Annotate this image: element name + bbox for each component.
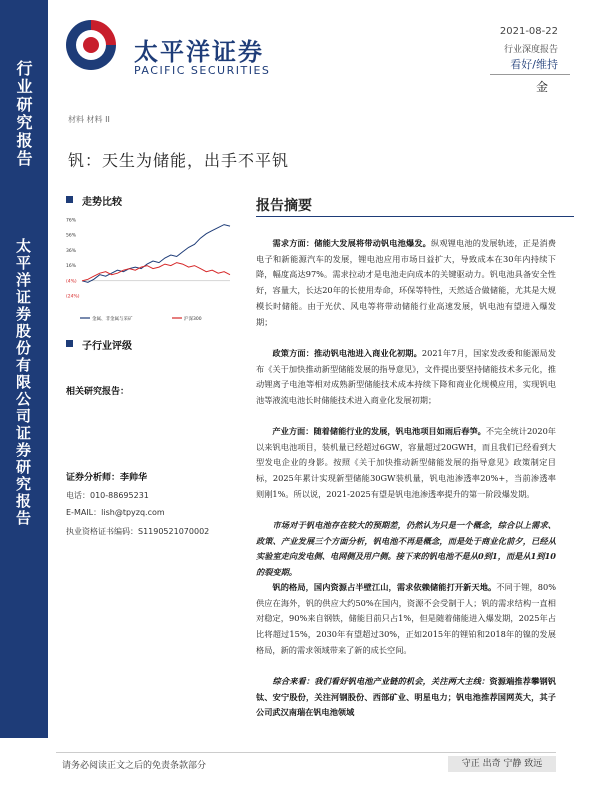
summary-paragraph-demand xyxy=(256,236,556,330)
analyst-phone: 电话：010-88695231 xyxy=(66,491,149,500)
demand-heading: 需求方面：储能大发展将带动钒电池爆发。 xyxy=(272,238,432,248)
related-reports-title: 相关研究报告： xyxy=(66,387,130,397)
vanadium-heading: 钒的格局，国内资源占半壁江山，需求依赖储能打开新天地。 xyxy=(272,582,497,592)
trend-title: 走势比较 xyxy=(82,197,122,208)
series-line-2 xyxy=(82,263,230,281)
rating: 看好/维持 xyxy=(510,58,558,71)
header-divider xyxy=(490,74,570,75)
market-text: 市场对于钒电池存在较大的预期差，仍然认为只是一个概念，综合以上需求、政策、产业发展三个方面分析，钒电池不再是概念，而是处于商业化前夕，已经从实验室走向发电侧、电网侧及用户侧。接下来的钒电池不是从0到1，而是从1到10的裂变期。 xyxy=(256,520,556,578)
trend-chart xyxy=(64,214,234,326)
analyst-license: 执业资格证书编码：S1190521070002 xyxy=(66,527,210,536)
summary-paragraph-industry xyxy=(256,424,556,503)
company-name-cn: 太平洋证券 xyxy=(134,38,264,66)
company-name-en: PACIFIC SECURITIES xyxy=(134,64,271,77)
report-type: 行业深度报告 xyxy=(503,45,558,55)
y-tick-label: 16% xyxy=(66,264,77,270)
sidebar xyxy=(0,0,48,738)
industry-heading: 产业方面：随着储能行业的发展，钒电池项目如雨后春笋。 xyxy=(272,426,486,436)
conclusion-heading: 综合来看：我们看好钒电池产业链的机会，关注两大主线： xyxy=(272,676,490,686)
sidebar-report-type: 行业研究报告 xyxy=(14,60,33,168)
sidebar-company: 太平洋证券股份有限公司证券研究报告 xyxy=(14,238,32,527)
analyst-email: E-MAIL：lish@tpyzq.com xyxy=(66,508,165,517)
summary-paragraph-market xyxy=(256,518,556,581)
y-tick-label: 76% xyxy=(66,218,77,224)
summary-paragraph-conclusion xyxy=(256,674,556,721)
section-marker xyxy=(66,340,73,347)
y-tick-label: (24%) xyxy=(66,294,80,300)
summary-divider xyxy=(256,216,574,217)
analyst-label: 证券分析师：李帅华 xyxy=(66,473,148,483)
footer-motto: 守正 出奇 宁静 致远 xyxy=(448,756,556,772)
legend-label-1: 金属、非金属与采矿 xyxy=(92,317,133,322)
sector: 金 xyxy=(535,80,548,94)
summary-paragraph-policy xyxy=(256,346,556,409)
policy-heading: 政策方面：推动钒电池进入商业化初期。 xyxy=(272,348,422,358)
series-line-1 xyxy=(82,225,230,283)
summary-paragraph-vanadium xyxy=(256,580,556,659)
conclusion-text: 资源端推荐攀钢钒钛、安宁股份，关注河钢股份、西部矿业、明星电力；钒电池推荐国网英大，其子公司武汉南瑞在钒电池领域 xyxy=(256,676,556,718)
company-logo-icon xyxy=(62,16,120,74)
breadcrumb: 材料 材料 II xyxy=(68,115,110,124)
y-tick-label: 36% xyxy=(66,248,77,254)
vanadium-text: 不同于锂，80%供应在海外，钒的供应大约50%在国内，资源不会受制于人；钒的需求结构一直相对稳定，90%来自钢铁，储能目前只占1%，但是随着储能进入爆发期，2025年占比将超过15%，2030年有望超过30%，正如2015年的锂铂和2018年的镍的发展格局，新的需求领域带来了新的成长空间。 xyxy=(256,582,556,655)
y-tick-label: 56% xyxy=(66,233,77,239)
section-marker xyxy=(66,196,73,203)
footer-divider xyxy=(56,752,556,753)
policy-text: 2021年7月，国家发改委和能源局发布《关于加快推动新型储能发展的指导意见》，文件提出要坚持储能技术多元化，推动锂离子电池等相对成熟新型储能技术成本持续下降和商业化规模应用，实现钒电池等液流电池长时储能技术进入商业化发展初期； xyxy=(256,348,556,406)
industry-text: 不完全统计2020年以来钒电池项目，装机量已经超过6GW，容量超过20GWH，而且我们已经看到大型发电企业的身影。按照《关于加快推动新型储能发展的指导意见》政策制定目标，2025年累计实现新型储能30GW装机量，钒电池渗透率20%+，当前渗透率则刚1%。所以说，2021-2025有望是钒电池渗透率提升的第一阶段爆发期。 xyxy=(256,426,556,499)
page-title: 钒：天生为储能，出手不平钒 xyxy=(68,151,290,170)
sub-rating-title: 子行业评级 xyxy=(82,341,132,352)
demand-text: 纵观锂电池的发展轨迹，正是消费电子和新能源汽车的发展，锂电池应用市场日益扩大，导致成本在30年内持续下降，幅度高达97%。需求拉动才是电池走向成本的关键驱动力。钒电池具备安全性好，容量大，长达20年的长使用寿命，环保等特性，天然适合做储能，尤其是大规模长时储能。由于光伏、风电等将带动储能行业高速发展，钒电池有望进入爆发期； xyxy=(256,238,556,327)
summary-heading: 报告摘要 xyxy=(256,198,312,214)
report-date: 2021-08-22 xyxy=(499,26,558,37)
legend-label-2: 沪深300 xyxy=(184,317,202,322)
y-tick-label: (4%) xyxy=(66,279,77,285)
footer-disclaimer: 请务必阅读正文之后的免责条款部分 xyxy=(62,761,207,771)
